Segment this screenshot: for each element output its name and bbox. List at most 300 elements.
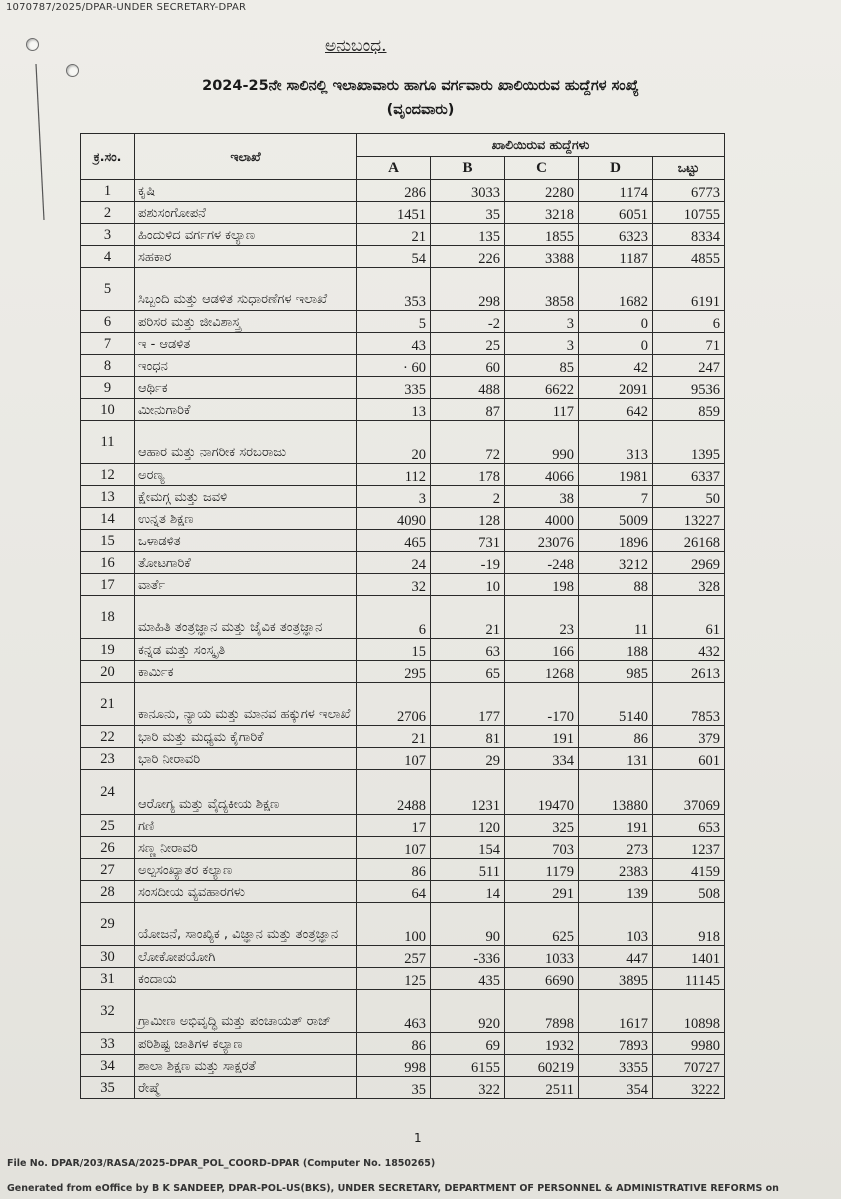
department-cell: ಪಶುಸಂಗೋಪನೆ [135, 202, 357, 224]
group-a-cell: 353 [357, 268, 431, 311]
group-a-cell: 463 [357, 990, 431, 1033]
department-cell: ಸಿಬ್ಬಂದಿ ಮತ್ತು ಆಡಳಿತ ಸುಧಾರಣೆಗಳ ಇಲಾಖೆ [135, 268, 357, 311]
serial-cell: 26 [81, 837, 135, 859]
group-d-cell: 2091 [579, 377, 653, 399]
group-a-cell: 335 [357, 377, 431, 399]
serial-cell: 12 [81, 464, 135, 486]
group-c-cell: 117 [505, 399, 579, 421]
total-cell: 601 [653, 748, 725, 770]
department-cell: ಅಲ್ಪಸಂಖ್ಯಾತರ ಕಲ್ಯಾಣ [135, 859, 357, 881]
group-b-cell: 60 [431, 355, 505, 377]
group-d-cell: 3895 [579, 968, 653, 990]
serial-cell: 23 [81, 748, 135, 770]
group-b-cell: 65 [431, 661, 505, 683]
total-cell: 653 [653, 815, 725, 837]
group-b-cell: 14 [431, 881, 505, 903]
group-c-cell: 334 [505, 748, 579, 770]
total-cell: 918 [653, 903, 725, 946]
department-cell: ಅರಣ್ಯ [135, 464, 357, 486]
group-c-cell: 2280 [505, 180, 579, 202]
group-d-cell: 1187 [579, 246, 653, 268]
serial-cell: 14 [81, 508, 135, 530]
group-d-cell: 88 [579, 574, 653, 596]
header-group-c: C [505, 157, 579, 180]
page-number: 1 [414, 1131, 422, 1145]
group-d-cell: 103 [579, 903, 653, 946]
header-vacant-posts: ಖಾಲಿಯಿರುವ ಹುದ್ದೆಗಳು [357, 134, 725, 157]
total-cell: 10898 [653, 990, 725, 1033]
group-b-cell: 120 [431, 815, 505, 837]
serial-cell: 31 [81, 968, 135, 990]
header-department: ಇಲಾಖೆ [135, 134, 357, 180]
total-cell: 4855 [653, 246, 725, 268]
group-b-cell: 731 [431, 530, 505, 552]
serial-cell: 7 [81, 333, 135, 355]
group-b-cell: 29 [431, 748, 505, 770]
group-b-cell: 87 [431, 399, 505, 421]
department-cell: ಮಾಹಿತಿ ತಂತ್ರಜ್ಞಾನ ಮತ್ತು ಜೈವಿಕ ತಂತ್ರಜ್ಞಾನ [135, 596, 357, 639]
table-row [81, 464, 725, 486]
group-c-cell: 19470 [505, 770, 579, 815]
group-a-cell: 15 [357, 639, 431, 661]
group-c-cell: 198 [505, 574, 579, 596]
group-c-cell: 3388 [505, 246, 579, 268]
group-a-cell: 20 [357, 421, 431, 464]
generated-line: Generated from eOffice by B K SANDEEP, DPAR-POL-US(BKS), UNDER SECRETARY, DEPARTMENT OF PERSONNEL & ADMINISTRATIVE REFORMS on [7, 1183, 779, 1194]
serial-cell: 32 [81, 990, 135, 1033]
table-row [81, 333, 725, 355]
group-a-cell: 21 [357, 726, 431, 748]
serial-cell: 22 [81, 726, 135, 748]
serial-cell: 5 [81, 268, 135, 311]
table-row [81, 399, 725, 421]
total-cell: 508 [653, 881, 725, 903]
group-c-cell: 85 [505, 355, 579, 377]
total-cell: 11145 [653, 968, 725, 990]
table-row [81, 355, 725, 377]
total-cell: 328 [653, 574, 725, 596]
department-cell: ಭಾರಿ ನೀರಾವರಿ [135, 748, 357, 770]
total-cell: 13227 [653, 508, 725, 530]
group-a-cell: 17 [357, 815, 431, 837]
table-row [81, 990, 725, 1033]
group-d-cell: 313 [579, 421, 653, 464]
group-a-cell: 32 [357, 574, 431, 596]
department-cell: ಆರೋಗ್ಯ ಮತ್ತು ವೈದ್ಯಕೀಯ ಶಿಕ್ಷಣ [135, 770, 357, 815]
punch-hole-icon [66, 64, 79, 77]
group-c-cell: 1033 [505, 946, 579, 968]
total-cell: 379 [653, 726, 725, 748]
table-row [81, 946, 725, 968]
header-group-a: A [357, 157, 431, 180]
punch-hole-icon [26, 38, 39, 51]
department-cell: ಪರಿಶಿಷ್ಟ ಜಾತಿಗಳ ಕಲ್ಯಾಣ [135, 1033, 357, 1055]
table-row [81, 508, 725, 530]
group-c-cell: 38 [505, 486, 579, 508]
department-cell: ಸಂಸದೀಯ ವ್ಯವಹಾರಗಳು [135, 881, 357, 903]
department-cell: ಸಣ್ಣ ನೀರಾವರಿ [135, 837, 357, 859]
department-cell: ಯೋಜನೆ, ಸಾಂಖ್ಯಿಕ , ವಿಜ್ಞಾನ ಮತ್ತು ತಂತ್ರಜ್ಞಾನ [135, 903, 357, 946]
department-cell: ಸಹಕಾರ [135, 246, 357, 268]
table-row [81, 1033, 725, 1055]
group-c-cell: 166 [505, 639, 579, 661]
serial-cell: 35 [81, 1077, 135, 1099]
group-d-cell: 139 [579, 881, 653, 903]
total-cell: 9536 [653, 377, 725, 399]
total-cell: 432 [653, 639, 725, 661]
group-d-cell: 42 [579, 355, 653, 377]
total-cell: 6337 [653, 464, 725, 486]
group-c-cell: 325 [505, 815, 579, 837]
group-d-cell: 354 [579, 1077, 653, 1099]
header-group-b: B [431, 157, 505, 180]
department-cell: ಇ - ಆಡಳಿತ [135, 333, 357, 355]
department-cell: ಮೀನುಗಾರಿಕೆ [135, 399, 357, 421]
table-row [81, 683, 725, 726]
table-row [81, 726, 725, 748]
table-row [81, 968, 725, 990]
group-b-cell: 72 [431, 421, 505, 464]
group-d-cell: 2383 [579, 859, 653, 881]
table-row [81, 639, 725, 661]
group-c-cell: 191 [505, 726, 579, 748]
header-serial: ಕ್ರ.ಸಂ. [81, 134, 135, 180]
serial-cell: 25 [81, 815, 135, 837]
group-a-cell: 286 [357, 180, 431, 202]
group-c-cell: 703 [505, 837, 579, 859]
group-c-cell: 3 [505, 333, 579, 355]
total-cell: 4159 [653, 859, 725, 881]
total-cell: 2969 [653, 552, 725, 574]
group-d-cell: 86 [579, 726, 653, 748]
table-row [81, 661, 725, 683]
page-title: 2024-25ನೇ ಸಾಲಿನಲ್ಲಿ ಇಲಾಖಾವಾರು ಹಾಗೂ ವರ್ಗವಾರು ಖಾಲಿಯಿರುವ ಹುದ್ದೆಗಳ ಸಂಖ್ಯೆ [202, 78, 639, 94]
department-cell: ಆರ್ಥಿಕ [135, 377, 357, 399]
group-d-cell: 447 [579, 946, 653, 968]
table-row [81, 903, 725, 946]
table-row [81, 574, 725, 596]
total-cell: 61 [653, 596, 725, 639]
group-b-cell: 920 [431, 990, 505, 1033]
group-d-cell: 6323 [579, 224, 653, 246]
group-d-cell: 0 [579, 311, 653, 333]
group-a-cell: 64 [357, 881, 431, 903]
group-a-cell: 13 [357, 399, 431, 421]
table-row [81, 1077, 725, 1099]
group-c-cell: 6622 [505, 377, 579, 399]
department-cell: ಇಂಧನ [135, 355, 357, 377]
department-cell: ತೋಟಗಾರಿಕೆ [135, 552, 357, 574]
group-b-cell: 177 [431, 683, 505, 726]
group-a-cell: 1451 [357, 202, 431, 224]
department-cell: ಲೋಕೋಪಯೋಗಿ [135, 946, 357, 968]
department-cell: ಪರಿಸರ ಮತ್ತು ಜೀವಿಶಾಸ್ತ್ರ [135, 311, 357, 333]
group-c-cell: -248 [505, 552, 579, 574]
table-row [81, 377, 725, 399]
total-cell: 247 [653, 355, 725, 377]
group-a-cell: 54 [357, 246, 431, 268]
group-b-cell: 21 [431, 596, 505, 639]
group-b-cell: 63 [431, 639, 505, 661]
department-cell: ಕಾರ್ಮಿಕ [135, 661, 357, 683]
serial-cell: 33 [81, 1033, 135, 1055]
group-a-cell: · 60 [357, 355, 431, 377]
group-c-cell: 3218 [505, 202, 579, 224]
group-b-cell: 322 [431, 1077, 505, 1099]
department-cell: ಉನ್ನತ ಶಿಕ್ಷಣ [135, 508, 357, 530]
group-d-cell: 191 [579, 815, 653, 837]
group-d-cell: 7893 [579, 1033, 653, 1055]
group-d-cell: 1896 [579, 530, 653, 552]
group-a-cell: 295 [357, 661, 431, 683]
group-a-cell: 465 [357, 530, 431, 552]
department-cell: ಕ್ಷೇಮಗ್ಗ ಮತ್ತು ಜವಳಿ [135, 486, 357, 508]
group-c-cell: 1179 [505, 859, 579, 881]
group-d-cell: 6051 [579, 202, 653, 224]
group-b-cell: 25 [431, 333, 505, 355]
group-b-cell: 90 [431, 903, 505, 946]
group-a-cell: 125 [357, 968, 431, 990]
total-cell: 859 [653, 399, 725, 421]
group-d-cell: 1174 [579, 180, 653, 202]
group-c-cell: 3858 [505, 268, 579, 311]
group-b-cell: -2 [431, 311, 505, 333]
header-group-d: D [579, 157, 653, 180]
total-cell: 10755 [653, 202, 725, 224]
total-cell: 9980 [653, 1033, 725, 1055]
group-c-cell: 23 [505, 596, 579, 639]
serial-cell: 10 [81, 399, 135, 421]
department-cell: ಕಂದಾಯ [135, 968, 357, 990]
group-b-cell: 69 [431, 1033, 505, 1055]
total-cell: 1401 [653, 946, 725, 968]
serial-cell: 16 [81, 552, 135, 574]
group-c-cell: 990 [505, 421, 579, 464]
department-cell: ಕನ್ನಡ ಮತ್ತು ಸಂಸ್ಕೃತಿ [135, 639, 357, 661]
group-a-cell: 86 [357, 859, 431, 881]
table-row [81, 224, 725, 246]
group-b-cell: 6155 [431, 1055, 505, 1077]
group-d-cell: 1617 [579, 990, 653, 1033]
department-cell: ಒಳಾಡಳಿತ [135, 530, 357, 552]
total-cell: 3222 [653, 1077, 725, 1099]
group-d-cell: 1981 [579, 464, 653, 486]
group-a-cell: 107 [357, 748, 431, 770]
group-a-cell: 257 [357, 946, 431, 968]
serial-cell: 8 [81, 355, 135, 377]
table-row [81, 530, 725, 552]
serial-cell: 30 [81, 946, 135, 968]
group-b-cell: 128 [431, 508, 505, 530]
group-d-cell: 11 [579, 596, 653, 639]
table-row [81, 1055, 725, 1077]
serial-cell: 6 [81, 311, 135, 333]
group-a-cell: 24 [357, 552, 431, 574]
serial-cell: 13 [81, 486, 135, 508]
total-cell: 2613 [653, 661, 725, 683]
group-d-cell: 13880 [579, 770, 653, 815]
group-d-cell: 5009 [579, 508, 653, 530]
group-b-cell: 226 [431, 246, 505, 268]
serial-cell: 18 [81, 596, 135, 639]
table-body [81, 180, 725, 1099]
group-a-cell: 43 [357, 333, 431, 355]
serial-cell: 3 [81, 224, 135, 246]
group-d-cell: 3355 [579, 1055, 653, 1077]
group-d-cell: 3212 [579, 552, 653, 574]
group-c-cell: 291 [505, 881, 579, 903]
serial-cell: 17 [81, 574, 135, 596]
group-d-cell: 0 [579, 333, 653, 355]
total-cell: 8334 [653, 224, 725, 246]
group-d-cell: 7 [579, 486, 653, 508]
group-c-cell: 1268 [505, 661, 579, 683]
group-b-cell: 135 [431, 224, 505, 246]
department-cell: ಶಾಲಾ ಶಿಕ್ಷಣ ಮತ್ತು ಸಾಕ್ಷರತೆ [135, 1055, 357, 1077]
group-a-cell: 112 [357, 464, 431, 486]
total-cell: 6773 [653, 180, 725, 202]
group-d-cell: 642 [579, 399, 653, 421]
table-row [81, 748, 725, 770]
group-d-cell: 1682 [579, 268, 653, 311]
serial-cell: 15 [81, 530, 135, 552]
department-cell: ಆಹಾರ ಮತ್ತು ನಾಗರೀಕ ಸರಬರಾಜು [135, 421, 357, 464]
group-b-cell: -336 [431, 946, 505, 968]
group-a-cell: 998 [357, 1055, 431, 1077]
group-d-cell: 188 [579, 639, 653, 661]
top-stamp: 1070787/2025/DPAR-UNDER SECRETARY-DPAR [6, 2, 247, 13]
total-cell: 7853 [653, 683, 725, 726]
group-b-cell: 298 [431, 268, 505, 311]
group-b-cell: 3033 [431, 180, 505, 202]
group-b-cell: 435 [431, 968, 505, 990]
table-row [81, 202, 725, 224]
table-row [81, 837, 725, 859]
serial-cell: 27 [81, 859, 135, 881]
total-cell: 71 [653, 333, 725, 355]
group-b-cell: 511 [431, 859, 505, 881]
annex-label: ಅನುಬಂಧ. [325, 36, 387, 56]
header-total: ಒಟ್ಟು [653, 157, 725, 180]
department-cell: ರೇಷ್ಮೆ [135, 1077, 357, 1099]
table-row [81, 859, 725, 881]
group-c-cell: 4000 [505, 508, 579, 530]
group-c-cell: 60219 [505, 1055, 579, 1077]
group-d-cell: 131 [579, 748, 653, 770]
file-number-line: File No. DPAR/203/RASA/2025-DPAR_POL_COORD-DPAR (Computer No. 1850265) [7, 1158, 436, 1169]
group-a-cell: 6 [357, 596, 431, 639]
group-d-cell: 273 [579, 837, 653, 859]
table-row [81, 486, 725, 508]
group-a-cell: 2488 [357, 770, 431, 815]
table-row [81, 596, 725, 639]
department-cell: ಗಣಿ [135, 815, 357, 837]
department-cell: ಕೃಷಿ [135, 180, 357, 202]
group-c-cell: 1932 [505, 1033, 579, 1055]
total-cell: 1395 [653, 421, 725, 464]
serial-cell: 9 [81, 377, 135, 399]
group-a-cell: 4090 [357, 508, 431, 530]
serial-cell: 34 [81, 1055, 135, 1077]
department-cell: ಕಾನೂನು, ನ್ಯಾಯ ಮತ್ತು ಮಾನವ ಹಕ್ಕುಗಳ ಇಲಾಖೆ [135, 683, 357, 726]
group-c-cell: 4066 [505, 464, 579, 486]
group-a-cell: 3 [357, 486, 431, 508]
group-c-cell: 1855 [505, 224, 579, 246]
total-cell: 70727 [653, 1055, 725, 1077]
serial-cell: 21 [81, 683, 135, 726]
vacancy-table [80, 133, 725, 1099]
department-cell: ಹಿಂದುಳಿದ ವರ್ಗಗಳ ಕಲ್ಯಾಣ [135, 224, 357, 246]
group-b-cell: 81 [431, 726, 505, 748]
group-c-cell: 23076 [505, 530, 579, 552]
group-b-cell: 178 [431, 464, 505, 486]
table-row [81, 311, 725, 333]
department-cell: ಭಾರಿ ಮತ್ತು ಮಧ್ಯಮ ಕೈಗಾರಿಕೆ [135, 726, 357, 748]
total-cell: 37069 [653, 770, 725, 815]
serial-cell: 4 [81, 246, 135, 268]
serial-cell: 20 [81, 661, 135, 683]
table-row [81, 246, 725, 268]
table-row [81, 552, 725, 574]
department-cell: ವಾರ್ತೆ [135, 574, 357, 596]
group-d-cell: 5140 [579, 683, 653, 726]
group-a-cell: 21 [357, 224, 431, 246]
page-subtitle: (ವೃಂದವಾರು) [386, 102, 455, 118]
department-cell: ಗ್ರಾಮೀಣ ಅಭಿವೃದ್ಧಿ ಮತ್ತು ಪಂಚಾಯತ್ ರಾಜ್ [135, 990, 357, 1033]
pen-stroke-icon [32, 62, 52, 222]
serial-cell: 24 [81, 770, 135, 815]
serial-cell: 1 [81, 180, 135, 202]
group-b-cell: -19 [431, 552, 505, 574]
table-row [81, 770, 725, 815]
group-b-cell: 1231 [431, 770, 505, 815]
group-a-cell: 107 [357, 837, 431, 859]
group-b-cell: 10 [431, 574, 505, 596]
table-row [81, 881, 725, 903]
group-c-cell: 6690 [505, 968, 579, 990]
group-b-cell: 488 [431, 377, 505, 399]
total-cell: 6191 [653, 268, 725, 311]
group-a-cell: 100 [357, 903, 431, 946]
table-row [81, 815, 725, 837]
serial-cell: 19 [81, 639, 135, 661]
group-c-cell: 7898 [505, 990, 579, 1033]
group-c-cell: 2511 [505, 1077, 579, 1099]
group-c-cell: -170 [505, 683, 579, 726]
total-cell: 1237 [653, 837, 725, 859]
group-d-cell: 985 [579, 661, 653, 683]
serial-cell: 2 [81, 202, 135, 224]
group-b-cell: 2 [431, 486, 505, 508]
group-a-cell: 35 [357, 1077, 431, 1099]
total-cell: 50 [653, 486, 725, 508]
serial-cell: 28 [81, 881, 135, 903]
total-cell: 26168 [653, 530, 725, 552]
group-b-cell: 35 [431, 202, 505, 224]
total-cell: 6 [653, 311, 725, 333]
group-a-cell: 5 [357, 311, 431, 333]
table-row [81, 421, 725, 464]
table-row [81, 268, 725, 311]
group-c-cell: 3 [505, 311, 579, 333]
serial-cell: 11 [81, 421, 135, 464]
group-a-cell: 2706 [357, 683, 431, 726]
group-c-cell: 625 [505, 903, 579, 946]
group-a-cell: 86 [357, 1033, 431, 1055]
group-b-cell: 154 [431, 837, 505, 859]
table-row [81, 180, 725, 202]
serial-cell: 29 [81, 903, 135, 946]
